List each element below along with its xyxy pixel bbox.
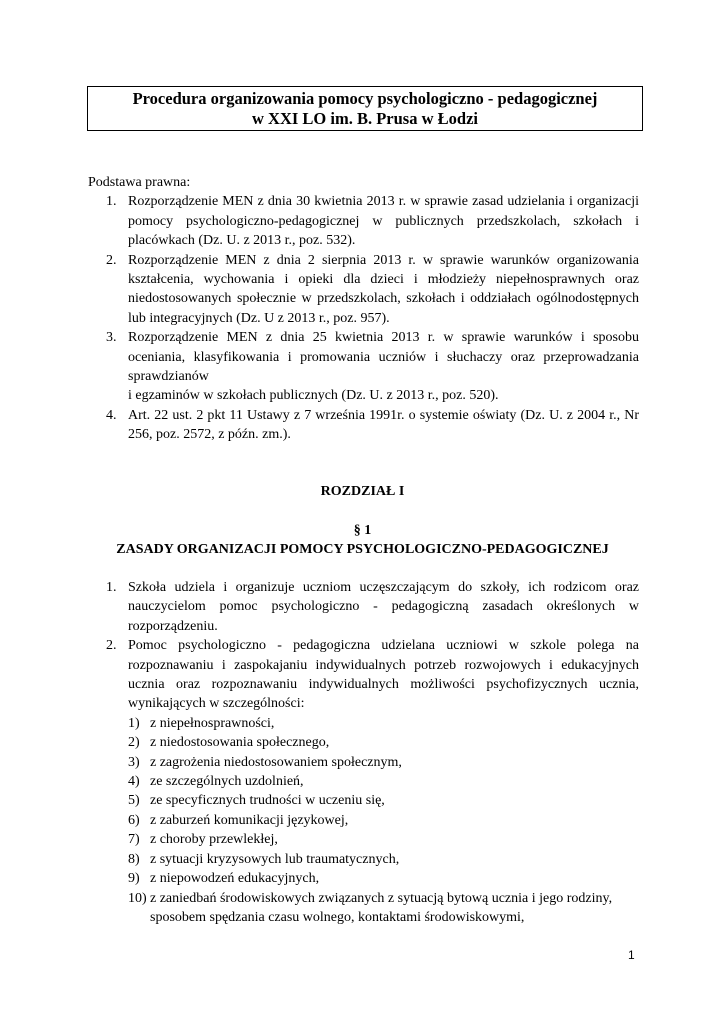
list-item-number: 4. [106,407,117,423]
sub-list-item [88,889,639,928]
sub-list-item [88,869,639,888]
sub-list-text: z choroby przewlekłej, [150,832,278,848]
sub-list-number: 10) [128,890,147,906]
sub-list-text: z zaniedbań środowiskowych związanych z sytuacją bytową ucznia i jego rodziny, sposobem spędzania czasu wolnego, kontaktami środowiskowymi, [150,890,613,925]
sub-list-number: 4) [128,774,140,790]
sub-list-item [88,830,639,849]
list-item-text: Rozporządzenie MEN z dnia 25 kwietnia 2013 r. w sprawie warunków i sposobu oceniania, klasyfikowania i promowania uczniów i słuchaczy oraz przeprowadzania sprawdzianów [128,330,639,385]
list-item [88,328,639,406]
sub-list-text: z zaburzeń komunikacji językowej, [150,812,349,828]
sub-list-text: z niedostosowania społecznego, [150,735,330,751]
sub-list-item [88,714,639,733]
sub-list-text: ze specyficznych trudności w uczeniu się, [150,793,385,809]
chapter-title: ROZDZIAŁ I [320,484,405,499]
sub-list-item [88,733,639,752]
rules-section [88,578,639,927]
document-title-box [87,86,643,131]
list-item-text: Rozporządzenie MEN z dnia 2 sierpnia 2013 r. w sprawie warunków organizowania kształcenia, wychowania i opieki dla dzieci i młodzieży niepełnosprawnych oraz niedostosowanych społecznie w przedszkolach, szkołach i oddziałach ogólnodostępnych lub integracyjnych (Dz. U z 2013 r., poz. 957). [128,252,639,326]
sub-list-item [88,753,639,772]
list-item-text: Pomoc psychologiczno - pedagogiczna udzielana uczniowi w szkole polega na rozpoznawaniu i zaspokajaniu indywidualnych potrzeb rozwojowych i edukacyjnych ucznia oraz rozpoznawaniu indywidualnych możliwości psychofizycznych ucznia, wynikających w szczególności: [128,638,639,712]
sub-list-item [88,791,639,810]
sub-list-number: 9) [128,871,140,887]
sub-list-item [88,811,639,830]
sub-list-text: z niepowodzeń edukacyjnych, [150,871,320,887]
list-item-number: 3. [106,330,117,346]
list-item [88,192,639,250]
sub-list-text: z zagrożenia niedostosowaniem społecznym, [150,754,402,770]
list-item [88,636,639,714]
list-item-number: 2. [106,638,117,654]
sub-list-text: z niepełnosprawności, [150,715,275,731]
title-line-2: w XXI LO im. B. Prusa w Łodzi [252,109,478,128]
sub-list-number: 8) [128,851,140,867]
sub-list-item [88,850,639,869]
section-title: ZASADY ORGANIZACJI POMOCY PSYCHOLOGICZNO-PEDAGOGICZNEJ [116,542,609,557]
legal-basis-list [88,192,639,444]
sub-list-text: z sytuacji kryzysowych lub traumatycznych, [150,851,400,867]
section-number: § 1 [353,523,372,538]
list-item-text: Rozporządzenie MEN z dnia 30 kwietnia 2013 r. w sprawie zasad udzielania i organizacji pomocy psychologiczno-pedagogicznej w publicznych przedszkolach, szkołach i placówkach (Dz. U. z 2013 r., poz. 532). [128,194,639,249]
list-item-text: Szkoła udziela i organizuje uczniom uczęszczającym do szkoły, ich rodzicom oraz nauczycielom pomoc psychologiczno - pedagogiczną zasadach określonych w rozporządzeniu. [128,580,639,634]
sub-list-item [88,772,639,791]
sub-list-number: 1) [128,715,140,731]
list-item-number: 1. [106,580,117,595]
list-item-text-continued: i egzaminów w szkołach publicznych (Dz. U. z 2013 r., poz. 520). [128,388,499,404]
list-item-number: 1. [106,194,117,210]
sub-list-number: 2) [128,735,140,751]
list-item [88,578,639,636]
list-item-number: 2. [106,252,117,268]
title-line-1: Procedura organizowania pomocy psychologiczno - pedagogicznej [132,89,598,108]
sub-list-number: 7) [128,832,140,848]
list-item-text: Art. 22 ust. 2 pkt 11 Ustawy z 7 września 1991r. o systemie oświaty (Dz. U. z 2004 r., Nr 256, poz. 2572, z późn. zm.). [128,407,639,443]
sub-list-number: 6) [128,812,140,828]
sub-list-number: 3) [128,754,140,770]
page-number: 1 [628,948,635,962]
legal-basis-heading: Podstawa prawna: [88,175,191,190]
list-item [88,251,639,329]
legal-basis-section [88,173,639,445]
list-item [88,406,639,445]
sub-list-number: 5) [128,793,140,809]
sub-list-text: ze szczególnych uzdolnień, [150,774,304,790]
